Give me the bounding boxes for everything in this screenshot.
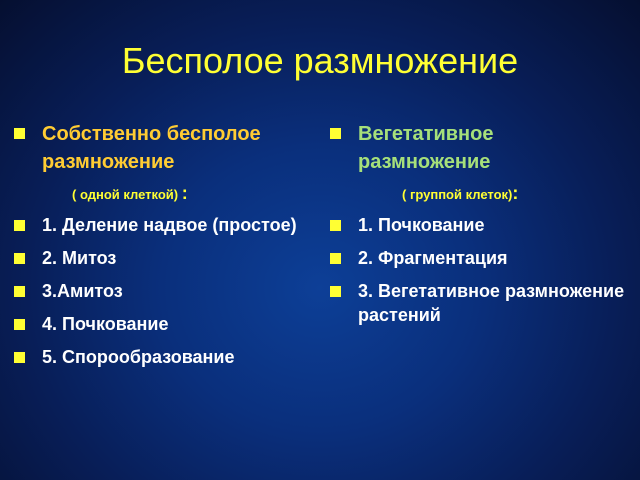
square-bullet-icon xyxy=(14,352,25,363)
square-bullet-icon xyxy=(330,286,341,297)
right-subheading-colon: : xyxy=(512,183,519,203)
list-item-text: 1. Деление надвое (простое) xyxy=(42,215,297,235)
square-bullet-icon xyxy=(14,253,25,264)
square-bullet-icon xyxy=(14,286,25,297)
list-item xyxy=(14,246,314,270)
left-heading xyxy=(14,120,314,176)
list-item-text: 2. Фрагментация xyxy=(358,248,508,268)
list-item-text: 3.Амитоз xyxy=(42,281,123,301)
list-item xyxy=(14,345,314,369)
list-item xyxy=(14,279,314,303)
slide-title: Бесполое размножение xyxy=(121,40,519,81)
right-subheading xyxy=(330,181,630,207)
square-bullet-icon xyxy=(14,220,25,231)
list-item-text: 1. Почкование xyxy=(358,215,485,235)
left-heading-text: Собственно бесполое размножение xyxy=(42,123,261,173)
list-item xyxy=(330,279,630,327)
left-column xyxy=(14,120,314,378)
list-item-text: 3. Вегетативное размножение растений xyxy=(358,281,625,325)
left-subheading-text: ( одной клеткой) xyxy=(72,187,179,202)
right-heading-text: Вегетативное размножение xyxy=(358,123,494,173)
list-item xyxy=(330,246,630,270)
square-bullet-icon xyxy=(14,319,25,330)
right-column xyxy=(330,120,630,336)
list-item-text: 5. Спорообразование xyxy=(42,347,235,367)
square-bullet-icon xyxy=(14,128,25,139)
right-subheading-text: ( группой клеток) xyxy=(402,187,513,202)
left-subheading-colon: : xyxy=(181,183,188,203)
list-item xyxy=(330,213,630,237)
right-heading xyxy=(330,120,630,176)
list-item-text: 4. Почкование xyxy=(42,314,169,334)
list-item xyxy=(14,312,314,336)
list-item-text: 2. Митоз xyxy=(42,248,117,268)
left-subheading xyxy=(14,181,314,207)
square-bullet-icon xyxy=(330,220,341,231)
square-bullet-icon xyxy=(330,128,341,139)
list-item xyxy=(14,213,314,237)
square-bullet-icon xyxy=(330,253,341,264)
